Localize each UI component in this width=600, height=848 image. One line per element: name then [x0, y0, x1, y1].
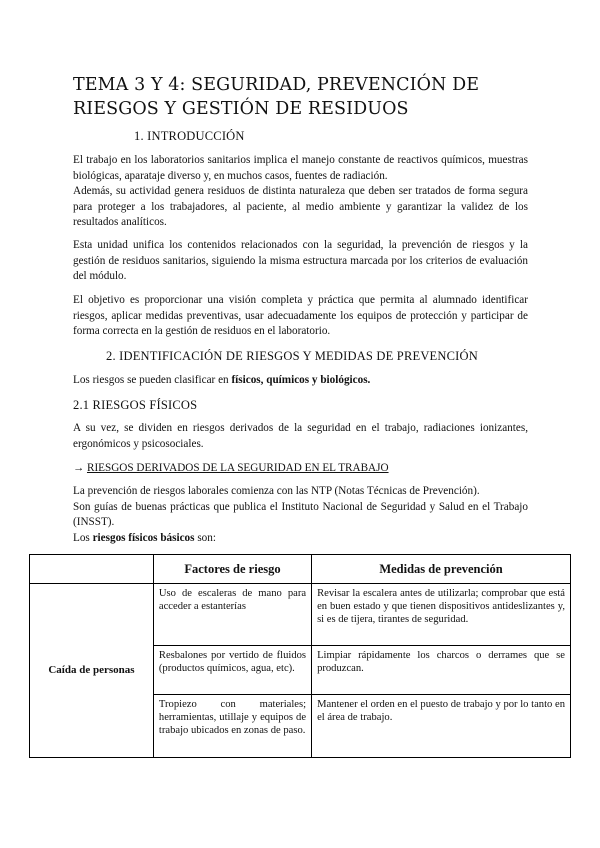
section-1-heading: 1. INTRODUCCIÓN [134, 129, 245, 143]
prevention-measure-cell: Limpiar rápidamente los charcos o derrames que se produzcan. [312, 646, 571, 695]
section-2-1-heading: 2.1 RIESGOS FÍSICOS [73, 398, 198, 412]
ntp-text-a: La prevención de riesgos laborales comienza con las NTP (Notas Técnicas de Prevención). [73, 485, 480, 497]
section-2-heading: 2. IDENTIFICACIÓN DE RIESGOS Y MEDIDAS DE PREVENCIÓN [106, 349, 478, 363]
risk-factor-cell: Uso de escaleras de mano para acceder a estanterías [153, 584, 311, 646]
ntp-paragraph [73, 484, 528, 546]
table-header-cell: Medidas de prevención [312, 555, 571, 584]
subheading-line [73, 461, 528, 477]
section-2-lead: Los riesgos se pueden clasificar en [73, 374, 232, 386]
arrow-icon: → [73, 462, 87, 474]
intro-text-2: Esta unidad unifica los contenidos relacionados con la seguridad, la prevención de riesgos y la gestión de residuos sanitarios, siguiendo la misma estructura marcada por los criterios de evaluación del módulo. [73, 239, 528, 282]
section-2-1-text: A su vez, se dividen en riesgos derivados de la seguridad en el trabajo, radiaciones ionizantes, ergonómicos y psicosociales. [73, 422, 528, 450]
basic-risks-lead: Los [73, 531, 93, 544]
intro-text-1b: Además, su actividad genera residuos de distinta naturaleza que deben ser tratados de forma segura para proteger a los trabajadores, al paciente, al medio ambiente y garantizar la validez de los resultados analíticos. [73, 185, 528, 228]
intro-paragraph-1 [73, 153, 528, 231]
risk-table [29, 554, 571, 758]
section-2-paragraph [73, 373, 528, 389]
intro-text-1a: El trabajo en los laboratorios sanitarios implica el manejo constante de reactivos químicos, muestras biológicas, aparataje diverso y, en muchos casos, fuentes de radiación. [73, 154, 528, 182]
basic-risks-bold: riesgos físicos básicos [92, 531, 195, 544]
risk-group-cell: Caída de personas [30, 584, 154, 758]
document-title: TEMA 3 Y 4: SEGURIDAD, PREVENCIÓN DE RIESGOS Y GESTIÓN DE RESIDUOS [73, 75, 480, 119]
risk-factor-cell: Resbalones por vertido de fluidos (productos químicos, agua, etc). [153, 646, 311, 695]
intro-paragraph-2 [73, 238, 528, 285]
prevention-measure-cell: Mantener el orden en el puesto de trabajo y por lo tanto en el área de trabajo. [312, 695, 571, 758]
intro-paragraph-3 [73, 293, 528, 340]
safety-risks-subheading: RIESGOS DERIVADOS DE LA SEGURIDAD EN EL TRABAJO [86, 462, 389, 474]
section-2-1-paragraph [73, 421, 528, 452]
risk-factor-cell: Tropiezo con materiales; herramientas, utillaje y equipos de trabajo ubicados en zonas de paso. [153, 695, 311, 758]
table-row [30, 584, 571, 646]
prevention-measure-cell: Revisar la escalera antes de utilizarla; comprobar que está en buen estado y que tienen dispositivos antideslizantes y, si es de tijera, tirantes de seguridad. [312, 584, 571, 646]
table-header-cell [30, 555, 154, 584]
ntp-text-b: Son guías de buenas prácticas que publica el Instituto Nacional de Seguridad y Salud en el Trabajo (INSST). [73, 500, 528, 528]
risk-types: físicos, químicos y biológicos. [231, 374, 371, 386]
basic-risks-tail: son: [194, 531, 216, 544]
intro-text-3: El objetivo es proporcionar una visión completa y práctica que permita al alumnado identificar riesgos, aplicar medidas preventivas, usar adecuadamente los equipos de protección y participar de forma correcta en la gestión de residuos en el laboratorio. [73, 294, 528, 337]
table-header-cell: Factores de riesgo [153, 555, 311, 584]
table-header-row [30, 555, 571, 584]
